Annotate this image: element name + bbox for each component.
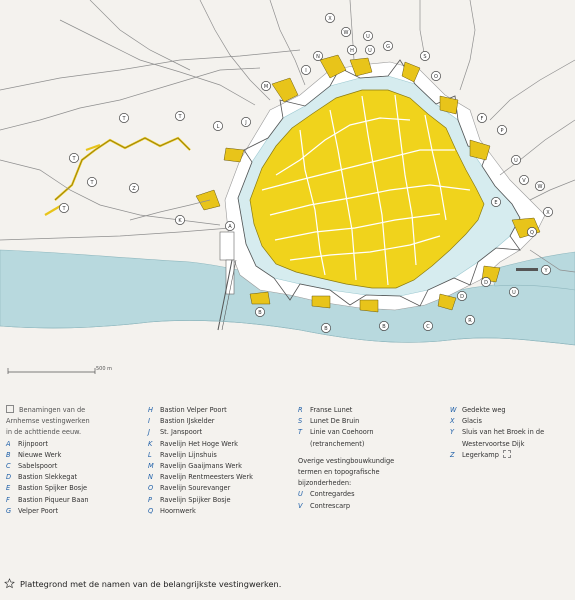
map-marker-t [119,113,128,122]
map-marker-v [519,175,528,184]
legend-intro-box [6,405,14,413]
map-marker-u [511,155,520,164]
marker-letter: M [263,83,269,90]
legend-text: Contregardes [310,490,355,499]
marker-letter: C [426,323,430,330]
legend-item [298,501,394,512]
legend-letter: X [450,417,455,426]
legend-letter: S [298,417,303,426]
legend-letter: A [6,439,11,448]
map-marker-x [325,13,334,22]
legend-other-title-3: bijzonderheden: [298,479,352,488]
marker-letter: W [343,29,349,36]
map-marker-n [313,51,322,60]
map-marker-a [225,221,234,230]
marker-letter: G [386,43,390,50]
legend-item [450,416,544,427]
legend-letter: D [6,473,12,482]
map-marker-d [481,277,490,286]
map-marker-w [535,181,544,190]
legend-item [148,427,253,438]
marker-letter: K [178,217,182,224]
legend-text: Rijnpoort [18,439,48,448]
legend-letter: O [148,484,154,493]
marker-letter: U [512,289,516,296]
scale-label: 500 m [96,366,113,372]
legend-text: Sabelspoort [18,462,58,471]
marker-letter: L [216,123,220,130]
legend-column-3 [298,405,394,512]
map-marker-b [321,323,330,332]
legend-item [148,506,253,517]
legend-item [6,472,90,483]
map-marker-y [541,265,550,274]
map-marker-t [175,111,184,120]
marker-letter: F [480,115,484,122]
marker-letter: D [484,279,488,286]
star-icon [4,578,15,589]
marker-letter: J [245,119,247,126]
legend-text: Linie van Coehoorn [310,428,374,437]
map-marker-m [261,81,270,90]
legend-text: Ravelijn Lijnshuis [160,450,217,459]
legend-letter: E [6,484,11,493]
marker-letter: I [305,67,307,74]
legend-text: Ravelijn Het Hoge Werk [160,439,238,448]
legend-letter: B [6,450,11,459]
marker-letter: N [316,53,320,60]
legend-item [6,495,90,506]
legend-letter: N [148,473,153,482]
legend-text: Velper Poort [18,506,59,515]
legend-item [450,427,544,438]
camp-symbol-icon [503,450,511,458]
legend-text: Bastion Spijker Bosje [18,484,88,493]
legend-item [298,405,394,416]
map-marker-p [497,125,506,134]
legend-item [450,450,544,461]
legend-text: Westervoortse Dijk [462,439,525,448]
map-marker-s [420,51,429,60]
map-marker-f [477,113,486,122]
legend-item [148,450,253,461]
legend-item [450,439,544,450]
marker-letter: B [324,325,328,332]
marker-letter: X [328,15,332,22]
legend-letter: K [148,439,153,448]
marker-letter: D [460,293,464,300]
legend-other-title-2: termen en topografische [298,468,380,477]
legend-text: Ravelijn Gaaijmans Werk [160,462,242,471]
map-marker-r [465,315,474,324]
marker-letter: W [537,183,543,190]
marker-letter: U [514,157,518,164]
legend-item [148,461,253,472]
figure-caption [4,578,281,589]
legend-other-title-1: Overige vestingbouwkundige [298,456,395,465]
marker-letter: E [494,199,498,206]
legend-column-4 [450,405,544,461]
map-marker-w [341,27,350,36]
legend-item [450,405,544,416]
marker-letter: Z [132,185,136,192]
legend-column-2 [148,405,253,517]
map-marker-z [129,183,138,192]
legend-text: Bastion Slekkegat [18,473,78,482]
marker-letter: A [228,223,232,230]
marker-letter: H [350,47,354,54]
legend-letter: Z [450,450,455,459]
map-marker-b [255,307,264,316]
map-marker-x [543,207,552,216]
map-marker-i [301,65,310,74]
legend-item [6,450,90,461]
marker-letter: B [258,309,262,316]
legend-text: St. Janspoort [160,428,203,437]
map-marker-t [59,203,68,212]
marker-letter: S [423,53,427,60]
legend-text: Ravelijn Rentmeesters Werk [160,473,253,482]
legend-letter: C [6,462,11,471]
marker-letter: T [62,205,66,212]
map-marker-u [509,287,518,296]
marker-letter: B [382,323,386,330]
legend-item [6,461,90,472]
marker-letter: T [90,179,94,186]
map-marker-b [379,321,388,330]
legend-text: Gedekte weg [462,406,506,414]
legend-item [148,405,253,416]
legend-letter: L [148,450,152,459]
legend-text: Bastion IJskelder [160,417,215,426]
legend-text: Bastion Velper Poort [160,406,227,414]
legend-letter: J [148,428,150,437]
legend-text: Ravelijn Sourevanger [160,484,231,493]
legend-letter: Y [450,428,455,437]
map-marker-h [347,45,356,54]
legend-item [6,506,90,517]
legend-item [6,439,90,450]
map-marker-e [491,197,500,206]
legend-letter: V [298,501,303,510]
legend-letter: I [148,417,150,426]
legend-letter: R [298,406,303,414]
legend-item [148,416,253,427]
marker-letter: U [366,33,370,40]
legend-item [298,416,394,427]
map-marker-o [431,71,440,80]
map-marker-g [383,41,392,50]
map-marker-u [365,45,374,54]
legend-letter: M [148,462,154,471]
legend-text: Sluis van het Broek in de [462,428,545,437]
marker-letter: X [546,209,550,216]
legend-item [148,439,253,450]
legend-text: Ravelijn Spijker Bosje [160,495,231,504]
legend-item [298,439,394,450]
legend-text: Contrescarp [310,501,351,510]
map-marker-u [363,31,372,40]
legend-text: Bastion Piqueur Baan [18,495,89,504]
map-marker-l [213,121,222,130]
legend-item [6,483,90,494]
map-marker-t [87,177,96,186]
legend-letter: P [148,495,152,504]
legend-letter: W [450,406,457,414]
map-marker-t [69,153,78,162]
sluice [516,268,538,271]
marker-letter: T [122,115,126,122]
legend-item [148,495,253,506]
legend-text: Nieuwe Werk [18,450,62,459]
marker-letter: P [500,127,504,134]
legend-intro-1: Benamingen van de [6,405,90,416]
legend-letter: F [6,495,10,504]
map-marker-j [241,117,250,126]
legend-text: Franse Lunet [310,406,353,414]
marker-letter: O [434,73,438,80]
marker-letter: R [468,317,472,324]
marker-letter: Y [544,267,548,274]
legend-letter: Q [148,506,154,515]
caption-text: Plattegrond met de namen van de belangrijkste vestingwerken. [20,578,282,589]
legend-column-1 [6,405,90,517]
marker-letter: U [368,47,372,54]
marker-letter: T [72,155,76,162]
legend-text: Legerkamp [462,450,499,459]
map-marker-c [423,321,432,330]
map-marker-q [527,227,536,236]
legend-intro-2: Arnhemse vestingwerken [6,417,90,426]
legend-letter: U [298,490,303,499]
legend-letter: H [148,406,153,414]
legend-letter: T [298,428,303,437]
legend-text: Hoornwerk [160,506,196,515]
legend-item [298,427,394,438]
map-marker-k [175,215,184,224]
legend-item [298,489,394,500]
legend-text: (retranchement) [310,439,365,448]
legend-text: Glacis [462,417,482,426]
legend-text: Lunet De Bruin [310,417,360,426]
marker-letter: V [522,177,526,184]
legend-letter: G [6,506,12,515]
marker-letter: Q [530,229,534,236]
map-marker-d [457,291,466,300]
legend-item [148,483,253,494]
legend-intro-3: in de achttiende eeuw. [6,428,82,437]
legend-item [148,472,253,483]
marker-letter: T [178,113,182,120]
